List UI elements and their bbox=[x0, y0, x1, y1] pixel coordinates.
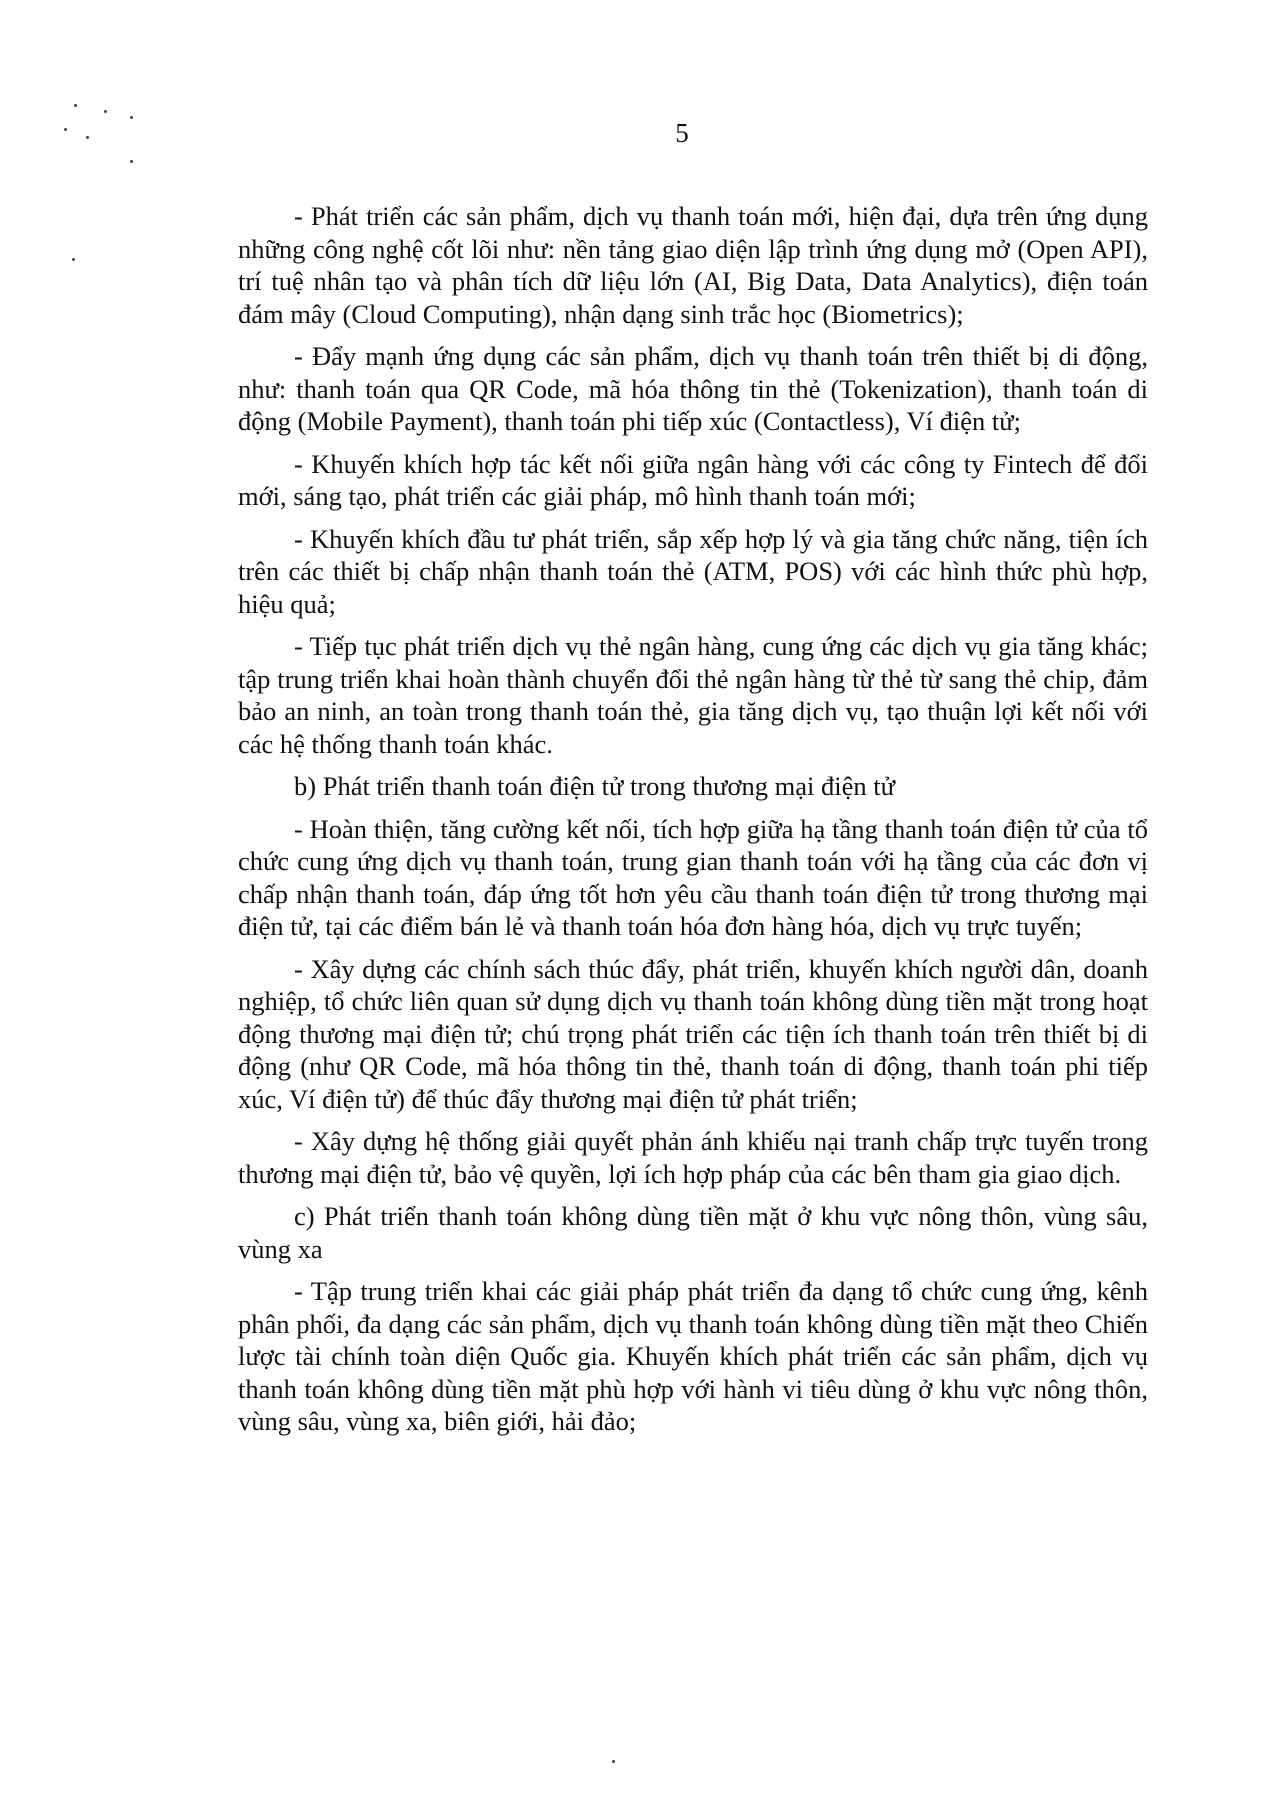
paragraph: - Phát triển các sản phẩm, dịch vụ thanh toán mới, hiện đại, dựa trên ứng dụng những công nghệ cốt lõi như: nền tảng giao diện lập trình ứng dụng mở (Open API), trí tuệ nhân tạo và phân tích dữ liệu lớn (AI, Big Data, Data Analytics), điện toán đám mây (Cloud Computing), nhận dạng sinh trắc học (Biometrics); bbox=[238, 201, 1148, 329]
body-text bbox=[238, 200, 1148, 1448]
paragraph: - Tập trung triển khai các giải pháp phát triển đa dạng tổ chức cung ứng, kênh phân phối, đa dạng các sản phẩm, dịch vụ thanh toán không dùng tiền mặt theo Chiến lược tài chính toàn diện Quốc gia. Khuyến khích phát triển các sản phẩm, dịch vụ thanh toán không dùng tiền mặt phù hợp với hành vi tiêu dùng ở khu vực nông thôn, vùng sâu, vùng xa, biên giới, hải đảo; bbox=[238, 1276, 1148, 1436]
scan-speck bbox=[130, 160, 133, 163]
page-number: 5 bbox=[675, 118, 689, 148]
paragraph: - Khuyến khích hợp tác kết nối giữa ngân hàng với các công ty Fintech để đổi mới, sáng tạo, phát triển các giải pháp, mô hình thanh toán mới; bbox=[238, 448, 1148, 511]
section-heading-c: c) Phát triển thanh toán không dùng tiền mặt ở khu vực nông thôn, vùng sâu, vùng xa bbox=[238, 1201, 1148, 1264]
paragraph: - Khuyến khích đầu tư phát triển, sắp xếp hợp lý và gia tăng chức năng, tiện ích trên các thiết bị chấp nhận thanh toán thẻ (ATM, POS) với các hình thức phù hợp, hiệu quả; bbox=[238, 523, 1148, 619]
paragraph: - Xây dựng các chính sách thúc đẩy, phát triển, khuyến khích người dân, doanh nghiệp, tổ chức liên quan sử dụng dịch vụ thanh toán không dùng tiền mặt trong hoạt động thương mại điện tử; chú trọng phát triển các tiện ích thanh toán trên thiết bị di động (như QR Code, mã hóa thông tin thẻ, thanh toán di động, thanh toán phi tiếp xúc, Ví điện tử) để thúc đẩy thương mại điện tử phát triển; bbox=[238, 953, 1148, 1114]
scan-speck bbox=[74, 104, 77, 107]
paragraph: - Xây dựng hệ thống giải quyết phản ánh khiếu nại tranh chấp trực tuyến trong thương mại điện tử, bảo vệ quyền, lợi ích hợp pháp của các bên tham gia giao dịch. bbox=[238, 1126, 1148, 1189]
paragraph: - Tiếp tục phát triển dịch vụ thẻ ngân hàng, cung ứng các dịch vụ gia tăng khác; tập trung triển khai hoàn thành chuyển đổi thẻ ngân hàng từ thẻ từ sang thẻ chip, đảm bảo an ninh, an toàn trong thanh toán thẻ, gia tăng dịch vụ, tạo thuận lợi kết nối với các hệ thống thanh toán khác. bbox=[238, 631, 1148, 759]
scan-speck bbox=[104, 110, 107, 113]
scan-speck bbox=[612, 1760, 615, 1763]
scan-speck bbox=[72, 258, 75, 261]
paragraph: - Đẩy mạnh ứng dụng các sản phẩm, dịch vụ thanh toán trên thiết bị di động, như: thanh toán qua QR Code, mã hóa thông tin thẻ (Tokenization), thanh toán di động (Mobile Payment), thanh toán phi tiếp xúc (Contactless), Ví điện tử; bbox=[238, 341, 1148, 436]
paragraph: - Hoàn thiện, tăng cường kết nối, tích hợp giữa hạ tầng thanh toán điện tử của tổ chức cung ứng dịch vụ thanh toán, trung gian thanh toán với hạ tầng của các đơn vị chấp nhận thanh toán, đáp ứng tốt hơn yêu cầu thanh toán điện tử trong thương mại điện tử, tại các điểm bán lẻ và thanh toán hóa đơn hàng hóa, dịch vụ trực tuyến; bbox=[238, 813, 1148, 941]
section-heading-b: b) Phát triển thanh toán điện tử trong thương mại điện tử bbox=[294, 771, 895, 801]
